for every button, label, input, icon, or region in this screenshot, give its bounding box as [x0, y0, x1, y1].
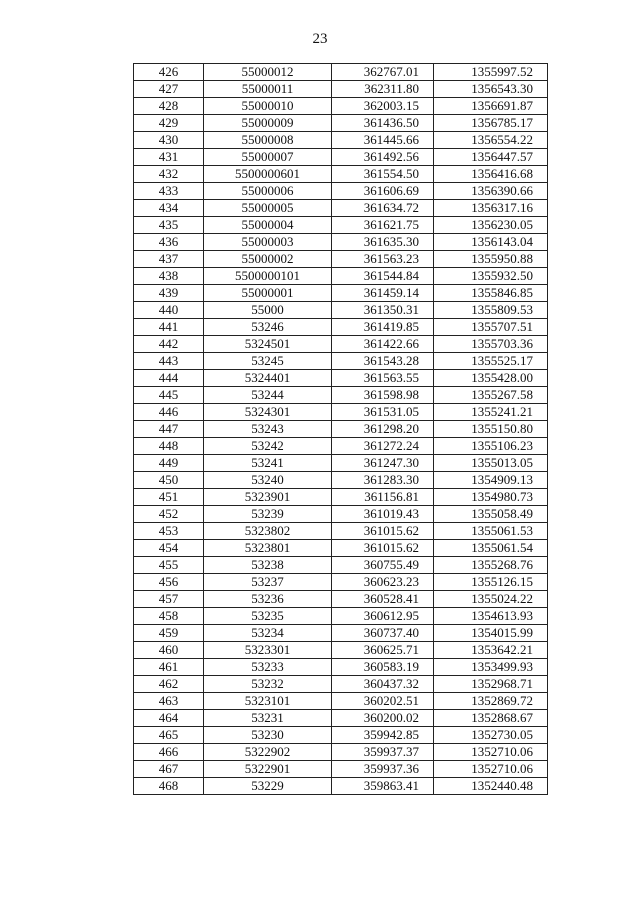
- table-row: [134, 438, 548, 455]
- point-id-cell: 53236: [204, 591, 332, 608]
- row-index-cell: 448: [134, 438, 204, 455]
- row-index-cell: 463: [134, 693, 204, 710]
- y-coordinate-cell: 1355950.88: [434, 251, 548, 268]
- row-index-cell: 457: [134, 591, 204, 608]
- y-coordinate-cell: 1356416.68: [434, 166, 548, 183]
- row-index-cell: 426: [134, 64, 204, 81]
- row-index-cell: 460: [134, 642, 204, 659]
- row-index-cell: 447: [134, 421, 204, 438]
- point-id-cell: 53244: [204, 387, 332, 404]
- table-row: [134, 642, 548, 659]
- y-coordinate-cell: 1356317.16: [434, 200, 548, 217]
- row-index-cell: 456: [134, 574, 204, 591]
- y-coordinate-cell: 1352440.48: [434, 778, 548, 795]
- row-index-cell: 451: [134, 489, 204, 506]
- x-coordinate-cell: 361247.30: [332, 455, 434, 472]
- point-id-cell: 53235: [204, 608, 332, 625]
- x-coordinate-cell: 361543.28: [332, 353, 434, 370]
- row-index-cell: 429: [134, 115, 204, 132]
- x-coordinate-cell: 360612.95: [332, 608, 434, 625]
- y-coordinate-cell: 1355268.76: [434, 557, 548, 574]
- table-row: [134, 217, 548, 234]
- table-row: [134, 574, 548, 591]
- y-coordinate-cell: 1355932.50: [434, 268, 548, 285]
- point-id-cell: 5324401: [204, 370, 332, 387]
- y-coordinate-cell: 1355150.80: [434, 421, 548, 438]
- y-coordinate-cell: 1352968.71: [434, 676, 548, 693]
- x-coordinate-cell: 361544.84: [332, 268, 434, 285]
- point-id-cell: 53240: [204, 472, 332, 489]
- row-index-cell: 442: [134, 336, 204, 353]
- point-id-cell: 53234: [204, 625, 332, 642]
- row-index-cell: 435: [134, 217, 204, 234]
- x-coordinate-cell: 361298.20: [332, 421, 434, 438]
- table-row: [134, 659, 548, 676]
- table-row: [134, 744, 548, 761]
- table-row: [134, 540, 548, 557]
- row-index-cell: 439: [134, 285, 204, 302]
- y-coordinate-cell: 1356785.17: [434, 115, 548, 132]
- y-coordinate-cell: 1352710.06: [434, 744, 548, 761]
- table-row: [134, 761, 548, 778]
- table-row: [134, 370, 548, 387]
- x-coordinate-cell: 361436.50: [332, 115, 434, 132]
- point-id-cell: 53231: [204, 710, 332, 727]
- x-coordinate-cell: 361492.56: [332, 149, 434, 166]
- point-id-cell: 53245: [204, 353, 332, 370]
- y-coordinate-cell: 1355267.58: [434, 387, 548, 404]
- y-coordinate-cell: 1354980.73: [434, 489, 548, 506]
- row-index-cell: 458: [134, 608, 204, 625]
- row-index-cell: 436: [134, 234, 204, 251]
- row-index-cell: 444: [134, 370, 204, 387]
- y-coordinate-cell: 1356543.30: [434, 81, 548, 98]
- y-coordinate-cell: 1355525.17: [434, 353, 548, 370]
- x-coordinate-cell: 360625.71: [332, 642, 434, 659]
- x-coordinate-cell: 361272.24: [332, 438, 434, 455]
- x-coordinate-cell: 360583.19: [332, 659, 434, 676]
- table-row: [134, 523, 548, 540]
- table-row: [134, 200, 548, 217]
- y-coordinate-cell: 1352710.06: [434, 761, 548, 778]
- table-row: [134, 506, 548, 523]
- point-id-cell: 55000003: [204, 234, 332, 251]
- y-coordinate-cell: 1354015.99: [434, 625, 548, 642]
- x-coordinate-cell: 361563.23: [332, 251, 434, 268]
- table-row: [134, 693, 548, 710]
- x-coordinate-cell: 360528.41: [332, 591, 434, 608]
- table-row: [134, 676, 548, 693]
- table-row: [134, 234, 548, 251]
- point-id-cell: 5323801: [204, 540, 332, 557]
- row-index-cell: 431: [134, 149, 204, 166]
- point-id-cell: 55000009: [204, 115, 332, 132]
- point-id-cell: 5323901: [204, 489, 332, 506]
- x-coordinate-cell: 361350.31: [332, 302, 434, 319]
- table-row: [134, 81, 548, 98]
- point-id-cell: 55000010: [204, 98, 332, 115]
- row-index-cell: 441: [134, 319, 204, 336]
- row-index-cell: 459: [134, 625, 204, 642]
- row-index-cell: 465: [134, 727, 204, 744]
- page-number: 23: [312, 31, 328, 47]
- point-id-cell: 53232: [204, 676, 332, 693]
- table-row: [134, 251, 548, 268]
- y-coordinate-cell: 1356143.04: [434, 234, 548, 251]
- x-coordinate-cell: 360755.49: [332, 557, 434, 574]
- table-row: [134, 727, 548, 744]
- y-coordinate-cell: 1353499.93: [434, 659, 548, 676]
- table-row: [134, 455, 548, 472]
- x-coordinate-cell: 361606.69: [332, 183, 434, 200]
- point-id-cell: 55000001: [204, 285, 332, 302]
- point-id-cell: 53243: [204, 421, 332, 438]
- y-coordinate-cell: 1355106.23: [434, 438, 548, 455]
- x-coordinate-cell: 360202.51: [332, 693, 434, 710]
- table-row: [134, 183, 548, 200]
- x-coordinate-cell: 360737.40: [332, 625, 434, 642]
- point-id-cell: 55000005: [204, 200, 332, 217]
- point-id-cell: 5500000601: [204, 166, 332, 183]
- row-index-cell: 433: [134, 183, 204, 200]
- table-row: [134, 353, 548, 370]
- row-index-cell: 468: [134, 778, 204, 795]
- y-coordinate-cell: 1355703.36: [434, 336, 548, 353]
- table-row: [134, 710, 548, 727]
- x-coordinate-cell: 362311.80: [332, 81, 434, 98]
- y-coordinate-cell: 1355997.52: [434, 64, 548, 81]
- table-row: [134, 387, 548, 404]
- x-coordinate-cell: 361621.75: [332, 217, 434, 234]
- table-row: [134, 336, 548, 353]
- x-coordinate-cell: 361445.66: [332, 132, 434, 149]
- row-index-cell: 443: [134, 353, 204, 370]
- x-coordinate-cell: 361554.50: [332, 166, 434, 183]
- x-coordinate-cell: 360623.23: [332, 574, 434, 591]
- y-coordinate-cell: 1355707.51: [434, 319, 548, 336]
- row-index-cell: 461: [134, 659, 204, 676]
- y-coordinate-cell: 1355024.22: [434, 591, 548, 608]
- x-coordinate-cell: 361598.98: [332, 387, 434, 404]
- table-row: [134, 404, 548, 421]
- row-index-cell: 427: [134, 81, 204, 98]
- y-coordinate-cell: 1355809.53: [434, 302, 548, 319]
- y-coordinate-cell: 1356554.22: [434, 132, 548, 149]
- point-id-cell: 53230: [204, 727, 332, 744]
- coordinates-table: [133, 63, 548, 795]
- y-coordinate-cell: 1356230.05: [434, 217, 548, 234]
- table-row: [134, 489, 548, 506]
- y-coordinate-cell: 1355428.00: [434, 370, 548, 387]
- row-index-cell: 464: [134, 710, 204, 727]
- table-row: [134, 302, 548, 319]
- point-id-cell: 53233: [204, 659, 332, 676]
- x-coordinate-cell: 361015.62: [332, 523, 434, 540]
- y-coordinate-cell: 1355241.21: [434, 404, 548, 421]
- point-id-cell: 53242: [204, 438, 332, 455]
- point-id-cell: 5323101: [204, 693, 332, 710]
- y-coordinate-cell: 1352730.05: [434, 727, 548, 744]
- row-index-cell: 434: [134, 200, 204, 217]
- point-id-cell: 53237: [204, 574, 332, 591]
- x-coordinate-cell: 361634.72: [332, 200, 434, 217]
- x-coordinate-cell: 359942.85: [332, 727, 434, 744]
- table-row: [134, 64, 548, 81]
- row-index-cell: 466: [134, 744, 204, 761]
- table-row: [134, 608, 548, 625]
- point-id-cell: 55000006: [204, 183, 332, 200]
- y-coordinate-cell: 1355013.05: [434, 455, 548, 472]
- table-row: [134, 421, 548, 438]
- point-id-cell: 5500000101: [204, 268, 332, 285]
- x-coordinate-cell: 361563.55: [332, 370, 434, 387]
- y-coordinate-cell: 1355846.85: [434, 285, 548, 302]
- x-coordinate-cell: 361531.05: [332, 404, 434, 421]
- point-id-cell: 5324501: [204, 336, 332, 353]
- row-index-cell: 455: [134, 557, 204, 574]
- table-row: [134, 778, 548, 795]
- point-id-cell: 5323301: [204, 642, 332, 659]
- point-id-cell: 55000008: [204, 132, 332, 149]
- x-coordinate-cell: 360200.02: [332, 710, 434, 727]
- point-id-cell: 55000007: [204, 149, 332, 166]
- x-coordinate-cell: 361422.66: [332, 336, 434, 353]
- row-index-cell: 438: [134, 268, 204, 285]
- row-index-cell: 454: [134, 540, 204, 557]
- x-coordinate-cell: 361419.85: [332, 319, 434, 336]
- y-coordinate-cell: 1352868.67: [434, 710, 548, 727]
- point-id-cell: 55000012: [204, 64, 332, 81]
- x-coordinate-cell: 359937.37: [332, 744, 434, 761]
- point-id-cell: 5322902: [204, 744, 332, 761]
- y-coordinate-cell: 1356390.66: [434, 183, 548, 200]
- row-index-cell: 437: [134, 251, 204, 268]
- point-id-cell: 5324301: [204, 404, 332, 421]
- row-index-cell: 428: [134, 98, 204, 115]
- row-index-cell: 446: [134, 404, 204, 421]
- x-coordinate-cell: 361635.30: [332, 234, 434, 251]
- point-id-cell: 55000011: [204, 81, 332, 98]
- table-row: [134, 591, 548, 608]
- row-index-cell: 440: [134, 302, 204, 319]
- y-coordinate-cell: 1355061.54: [434, 540, 548, 557]
- table-body: [134, 64, 548, 795]
- row-index-cell: 432: [134, 166, 204, 183]
- table-row: [134, 166, 548, 183]
- y-coordinate-cell: 1355061.53: [434, 523, 548, 540]
- table-row: [134, 557, 548, 574]
- y-coordinate-cell: 1355058.49: [434, 506, 548, 523]
- point-id-cell: 55000004: [204, 217, 332, 234]
- x-coordinate-cell: 360437.32: [332, 676, 434, 693]
- row-index-cell: 462: [134, 676, 204, 693]
- table-row: [134, 115, 548, 132]
- point-id-cell: 5323802: [204, 523, 332, 540]
- row-index-cell: 453: [134, 523, 204, 540]
- row-index-cell: 467: [134, 761, 204, 778]
- y-coordinate-cell: 1355126.15: [434, 574, 548, 591]
- row-index-cell: 452: [134, 506, 204, 523]
- row-index-cell: 449: [134, 455, 204, 472]
- x-coordinate-cell: 361019.43: [332, 506, 434, 523]
- table-row: [134, 268, 548, 285]
- row-index-cell: 445: [134, 387, 204, 404]
- table-row: [134, 98, 548, 115]
- x-coordinate-cell: 359937.36: [332, 761, 434, 778]
- point-id-cell: 53241: [204, 455, 332, 472]
- x-coordinate-cell: 361156.81: [332, 489, 434, 506]
- table-row: [134, 625, 548, 642]
- x-coordinate-cell: 362767.01: [332, 64, 434, 81]
- x-coordinate-cell: 361015.62: [332, 540, 434, 557]
- x-coordinate-cell: 361459.14: [332, 285, 434, 302]
- y-coordinate-cell: 1356447.57: [434, 149, 548, 166]
- point-id-cell: 53229: [204, 778, 332, 795]
- x-coordinate-cell: 359863.41: [332, 778, 434, 795]
- x-coordinate-cell: 362003.15: [332, 98, 434, 115]
- x-coordinate-cell: 361283.30: [332, 472, 434, 489]
- y-coordinate-cell: 1353642.21: [434, 642, 548, 659]
- y-coordinate-cell: 1354909.13: [434, 472, 548, 489]
- point-id-cell: 53246: [204, 319, 332, 336]
- point-id-cell: 53239: [204, 506, 332, 523]
- table-row: [134, 149, 548, 166]
- table-row: [134, 132, 548, 149]
- table-row: [134, 472, 548, 489]
- y-coordinate-cell: 1354613.93: [434, 608, 548, 625]
- point-id-cell: 5322901: [204, 761, 332, 778]
- y-coordinate-cell: 1352869.72: [434, 693, 548, 710]
- point-id-cell: 53238: [204, 557, 332, 574]
- y-coordinate-cell: 1356691.87: [434, 98, 548, 115]
- row-index-cell: 450: [134, 472, 204, 489]
- table-row: [134, 319, 548, 336]
- row-index-cell: 430: [134, 132, 204, 149]
- point-id-cell: 55000: [204, 302, 332, 319]
- table-row: [134, 285, 548, 302]
- point-id-cell: 55000002: [204, 251, 332, 268]
